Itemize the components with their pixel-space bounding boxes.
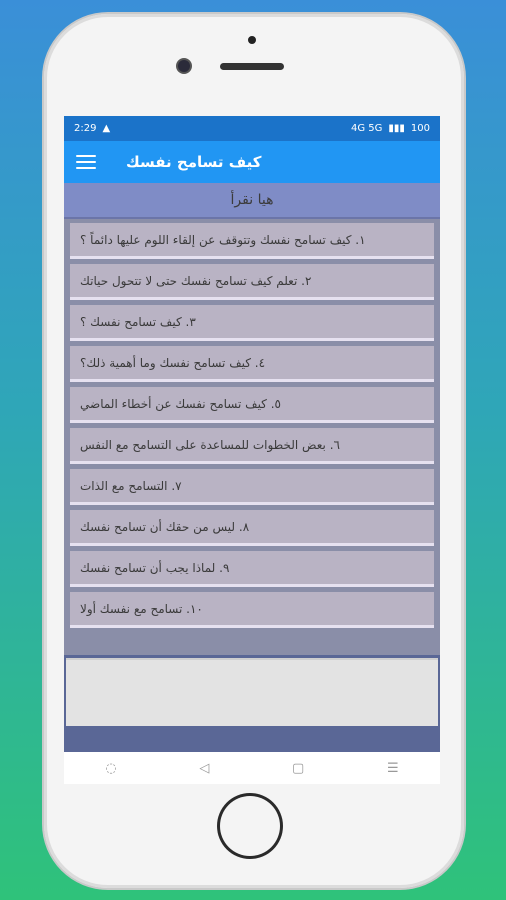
back-icon[interactable]: ◁: [199, 760, 210, 776]
menu-icon[interactable]: [76, 155, 96, 169]
status-time: 2:29: [74, 123, 97, 134]
network-label: 4G 5G: [350, 123, 383, 134]
list-item[interactable]: ١٠. تسامح مع نفسك أولا: [70, 592, 434, 628]
signal-icon: ▮▮▮: [388, 123, 405, 134]
ad-area: [66, 658, 438, 726]
list-item[interactable]: ٥. كيف تسامح نفسك عن أخطاء الماضي: [70, 387, 434, 423]
notification-icon: ▲: [102, 123, 111, 134]
list-item[interactable]: ٤. كيف تسامح نفسك وما أهمية ذلك؟: [70, 346, 434, 382]
app-screen: [64, 116, 440, 784]
list-item[interactable]: ٧. التسامح مع الذات: [70, 469, 434, 505]
home-icon[interactable]: ▢: [292, 760, 305, 776]
earpiece-speaker: [220, 63, 284, 70]
list-item[interactable]: ١. كيف تسامح نفسك وتتوقف عن إلقاء اللوم عليها دائماً ؟: [70, 223, 434, 259]
list-item[interactable]: ٨. ليس من حقك أن تسامح نفسك: [70, 510, 434, 546]
article-list: [64, 219, 440, 643]
app-bar: [64, 141, 440, 183]
list-item[interactable]: ٢. تعلم كيف تسامح نفسك حتى لا تتحول حياتك: [70, 264, 434, 300]
home-button[interactable]: [220, 796, 280, 856]
list-footer: [64, 643, 440, 658]
app-title: كيف تسامح نفسك: [126, 153, 262, 171]
assistant-icon[interactable]: ◌: [105, 760, 117, 776]
section-banner: هيا نقرأ: [64, 183, 440, 219]
list-item[interactable]: ٦. بعض الخطوات للمساعدة على التسامح مع النفس: [70, 428, 434, 464]
list-item[interactable]: ٣. كيف تسامح نفسك ؟: [70, 305, 434, 341]
system-nav-bar: [64, 752, 440, 784]
status-bar: [64, 116, 440, 141]
list-item[interactable]: ٩. لماذا يجب أن تسامح نفسك: [70, 551, 434, 587]
front-camera: [178, 60, 190, 72]
front-sensor: [248, 36, 256, 44]
recent-apps-icon[interactable]: ☰: [386, 760, 399, 776]
battery-icon: 100: [410, 123, 430, 134]
